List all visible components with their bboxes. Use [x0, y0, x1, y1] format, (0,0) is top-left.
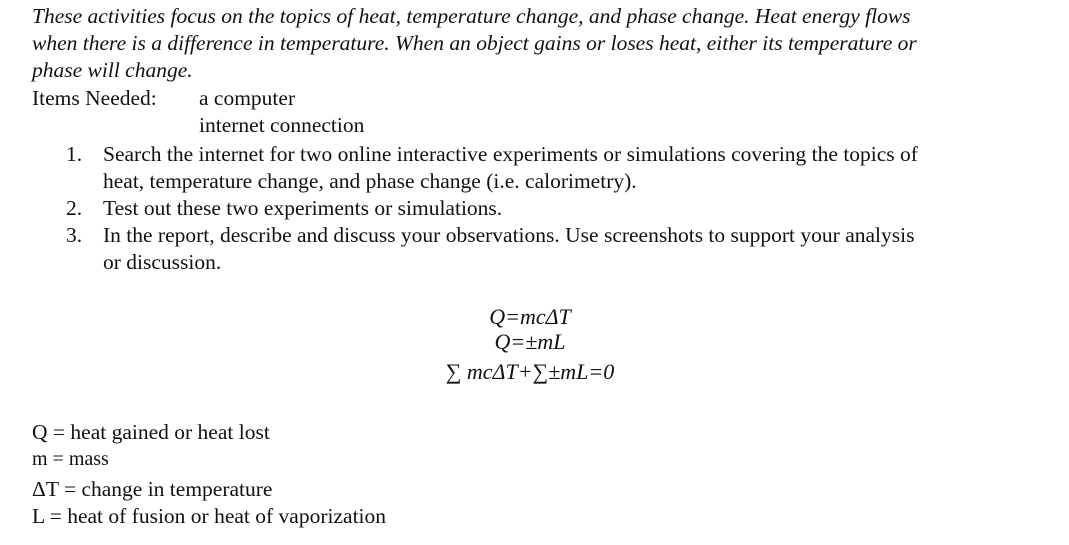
intro-line-2: when there is a difference in temperature. When an object gains or loses heat, either its temperature or — [32, 31, 917, 55]
step-1-number: 1. — [66, 142, 83, 166]
item-computer: a computer — [199, 86, 296, 110]
equation-calorimetry-sum: ∑ mcΔT+∑±mL=0 — [445, 359, 615, 384]
intro-line-3: phase will change. — [32, 58, 193, 82]
step-3-line-2: or discussion. — [103, 250, 222, 274]
step-1-line-1: Search the internet for two online interactive experiments or simulations covering the topics of — [103, 142, 918, 166]
items-needed-label: Items Needed: — [32, 86, 157, 110]
legend-l: L = heat of fusion or heat of vaporization — [32, 504, 387, 528]
step-1-line-2: heat, temperature change, and phase change (i.e. calorimetry). — [103, 169, 637, 193]
step-2-number: 2. — [66, 196, 83, 220]
equation-heat-phase: Q=±mL — [494, 329, 566, 354]
item-internet: internet connection — [199, 113, 365, 137]
legend-m: m = mass — [32, 448, 109, 470]
step-3-number: 3. — [66, 223, 83, 247]
equation-heat-temperature: Q=mcΔT — [489, 304, 571, 329]
legend-q: Q = heat gained or heat lost — [32, 420, 270, 444]
legend-delta-t: ΔT = change in temperature — [32, 477, 273, 501]
step-3-line-1: In the report, describe and discuss your observations. Use screenshots to support your analysis — [103, 223, 915, 247]
intro-line-1: These activities focus on the topics of heat, temperature change, and phase change. Heat energy flows — [32, 4, 911, 28]
step-2-line-1: Test out these two experiments or simulations. — [103, 196, 503, 220]
